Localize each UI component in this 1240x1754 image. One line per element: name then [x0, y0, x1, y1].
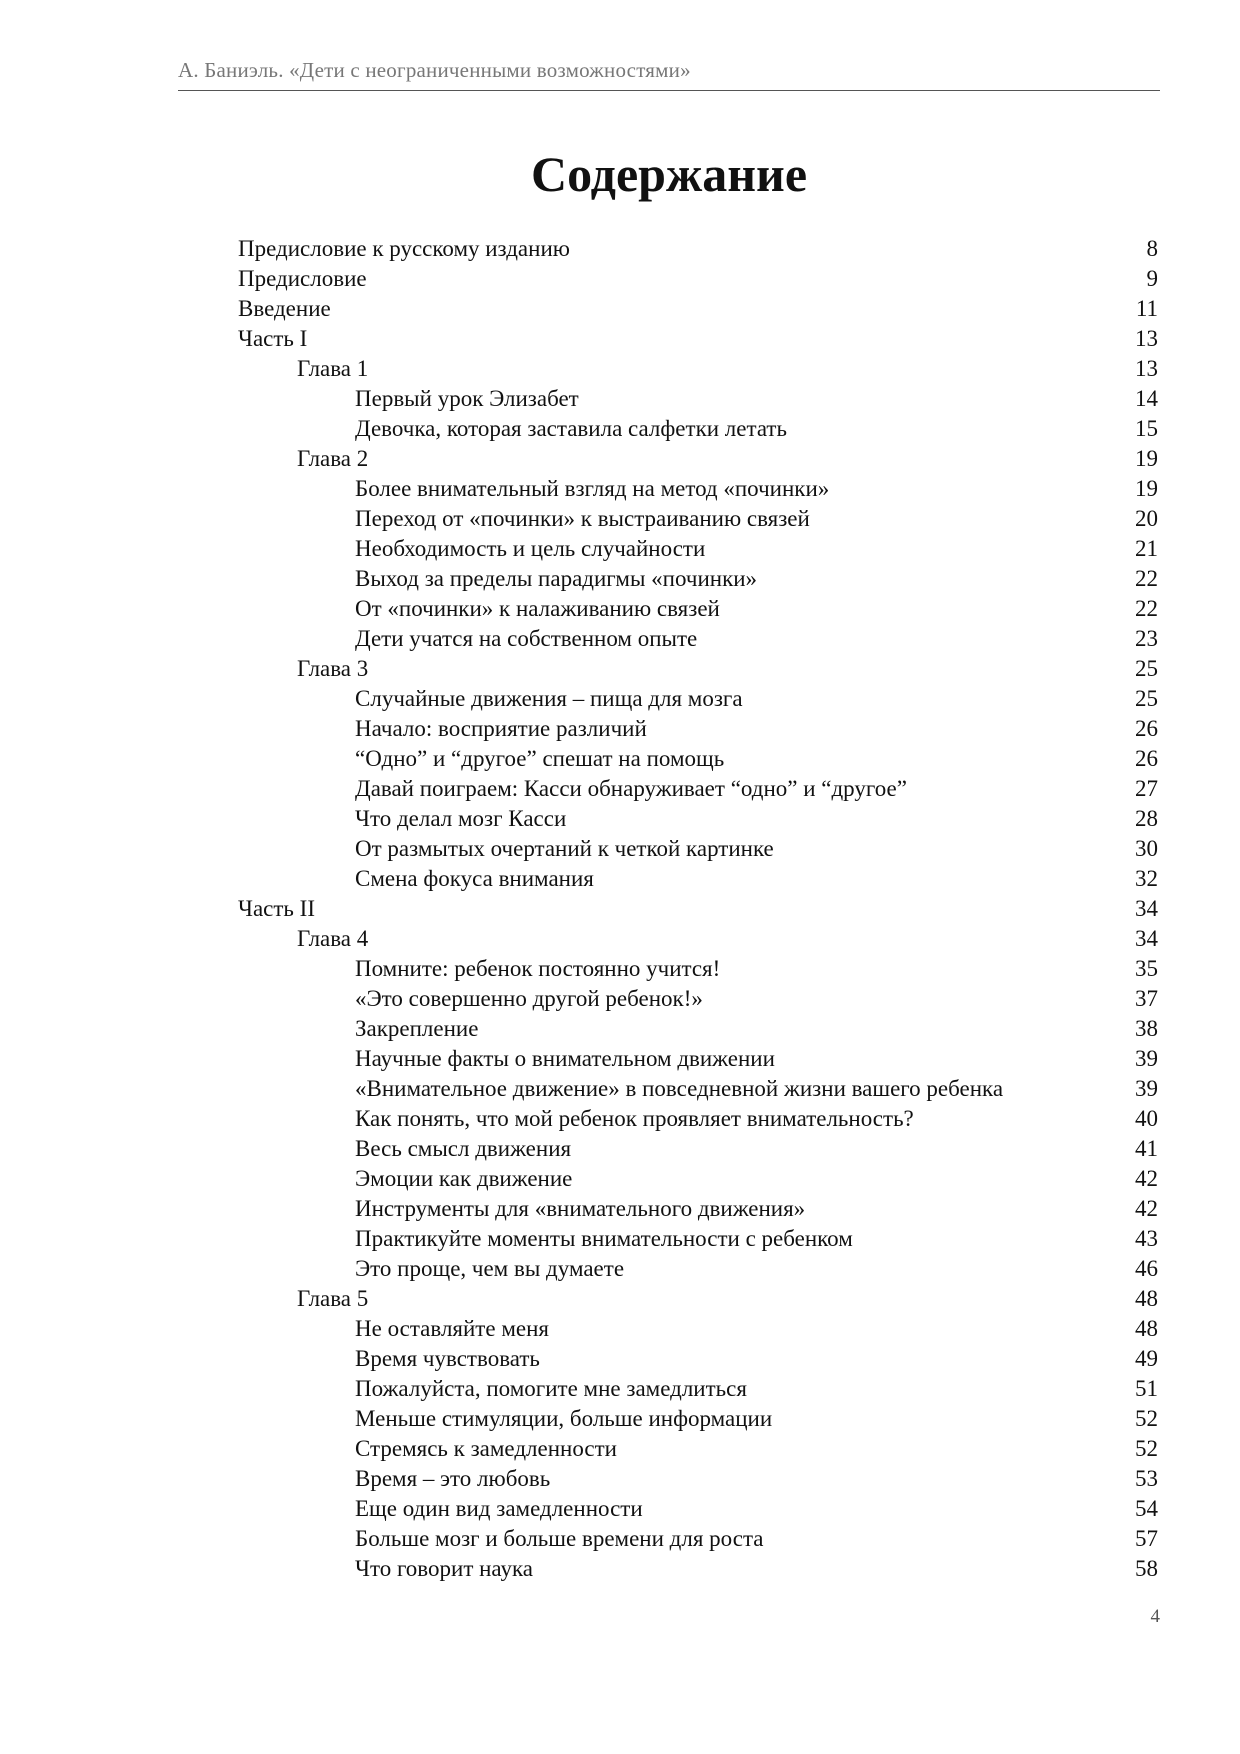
toc-entry-page: 13	[1135, 326, 1158, 351]
toc-entry-page: 39	[1135, 1046, 1158, 1071]
toc-entry-label: Инструменты для «внимательного движения»	[355, 1196, 806, 1221]
toc-entry-page: 51	[1135, 1376, 1158, 1401]
toc-entry-label: Не оставляйте меня	[355, 1316, 549, 1341]
toc-entry-page: 32	[1135, 866, 1158, 891]
toc-section-entry	[238, 1344, 1158, 1374]
toc-entry-label: Глава 3	[297, 656, 369, 681]
toc-entry-page: 11	[1135, 296, 1158, 321]
toc-section-entry	[238, 534, 1158, 564]
toc-entry-page: 46	[1135, 1256, 1158, 1281]
toc-entry-page: 53	[1135, 1466, 1158, 1491]
toc-entry-page: 19	[1135, 446, 1158, 471]
toc-entry-label: Пожалуйста, помогите мне замедлиться	[355, 1376, 747, 1401]
toc-entry-label: Введение	[238, 296, 331, 321]
toc-entry-label: Больше мозг и больше времени для роста	[355, 1526, 764, 1551]
toc-part-entry	[238, 324, 1158, 354]
toc-entry-label: Что говорит наука	[355, 1556, 534, 1581]
toc-chapter-entry	[238, 444, 1158, 474]
toc-entry-page: 9	[1146, 266, 1158, 291]
toc-section-entry	[238, 864, 1158, 894]
toc-section-entry	[238, 1314, 1158, 1344]
toc-entry-label: Первый урок Элизабет	[355, 386, 579, 411]
toc-entry-page: 14	[1135, 386, 1158, 411]
toc-entry-page: 15	[1135, 416, 1158, 441]
toc-entry-page: 52	[1135, 1406, 1158, 1431]
toc-entry-label: Стремясь к замедленности	[355, 1436, 617, 1461]
toc-entry-label: Весь смысл движения	[355, 1136, 572, 1161]
toc-section-entry	[238, 774, 1158, 804]
toc-entry-label: Глава 5	[297, 1286, 369, 1311]
toc-chapter-entry	[238, 654, 1158, 684]
toc-entry-label: Предисловие к русскому изданию	[238, 236, 570, 261]
toc-section-entry	[238, 504, 1158, 534]
toc-entry-page: 34	[1135, 926, 1158, 951]
toc-entry-page: 40	[1135, 1106, 1158, 1131]
toc-chapter-entry	[238, 354, 1158, 384]
toc-section-entry	[238, 1434, 1158, 1464]
toc-entry-label: «Внимательное движение» в повседневной жизни вашего ребенка	[355, 1076, 1004, 1101]
toc-section-entry	[238, 1554, 1158, 1584]
toc-entry-page: 8	[1146, 236, 1158, 261]
toc-entry-page: 26	[1135, 716, 1158, 741]
toc-entry-page: 54	[1135, 1496, 1158, 1521]
toc-entry-page: 35	[1135, 956, 1158, 981]
toc-entry-label: Как понять, что мой ребенок проявляет внимательность?	[355, 1106, 914, 1131]
toc-entry-label: Более внимательный взгляд на метод «починки»	[355, 476, 830, 501]
toc-entry-label: Переход от «починки» к выстраиванию связей	[355, 506, 810, 531]
toc-entry-page: 42	[1135, 1196, 1158, 1221]
toc-section-entry	[238, 624, 1158, 654]
toc-entry-page: 21	[1135, 536, 1158, 561]
toc-section-entry	[238, 384, 1158, 414]
toc-entry-label: Часть II	[238, 896, 315, 921]
toc-entry-label: Практикуйте моменты внимательности с ребенком	[355, 1226, 853, 1251]
toc-entry-label: “Одно” и “другое” спешат на помощь	[355, 746, 725, 771]
toc-section-entry	[238, 804, 1158, 834]
toc-entry-label: Помните: ребенок постоянно учится!	[355, 956, 721, 981]
toc-entry-page: 25	[1135, 686, 1158, 711]
toc-section-entry	[238, 1044, 1158, 1074]
table-of-contents	[238, 234, 1158, 1584]
toc-entry-label: Давай поиграем: Касси обнаруживает “одно” и “другое”	[355, 776, 907, 801]
toc-entry-label: Глава 4	[297, 926, 369, 951]
toc-entry-label: Это проще, чем вы думаете	[355, 1256, 625, 1281]
toc-entry-page: 38	[1135, 1016, 1158, 1041]
toc-entry-label: Выход за пределы парадигмы «починки»	[355, 566, 758, 591]
toc-part-entry	[238, 894, 1158, 924]
page-title: Содержание	[530, 146, 808, 202]
toc-entry-label: Смена фокуса внимания	[355, 866, 594, 891]
toc-entry-label: От размытых очертаний к четкой картинке	[355, 836, 774, 861]
toc-entry-page: 13	[1135, 356, 1158, 381]
toc-entry-page: 49	[1135, 1346, 1158, 1371]
running-header	[178, 56, 1160, 91]
toc-section-entry	[238, 1134, 1158, 1164]
toc-section-entry	[238, 474, 1158, 504]
toc-entry-label: Глава 2	[297, 446, 369, 471]
toc-entry-label: Что делал мозг Касси	[355, 806, 567, 831]
toc-section-entry	[238, 564, 1158, 594]
toc-entry-page: 34	[1135, 896, 1158, 921]
toc-entry-label: Время – это любовь	[355, 1466, 551, 1491]
toc-entry-page: 43	[1135, 1226, 1158, 1251]
toc-entry-label: Девочка, которая заставила салфетки летать	[355, 416, 787, 441]
toc-entry-page: 27	[1135, 776, 1158, 801]
toc-entry-label: Случайные движения – пища для мозга	[355, 686, 743, 711]
toc-entry-page: 52	[1135, 1436, 1158, 1461]
toc-section-entry	[238, 1014, 1158, 1044]
toc-entry-page: 42	[1135, 1166, 1158, 1191]
toc-entry-page: 22	[1135, 566, 1158, 591]
toc-entry-page: 39	[1135, 1076, 1158, 1101]
toc-section-entry	[238, 1104, 1158, 1134]
toc-chapter-entry	[238, 1284, 1158, 1314]
toc-entry-page: 37	[1135, 986, 1158, 1011]
toc-entry-label: Глава 1	[297, 356, 369, 381]
toc-chapter-entry	[238, 924, 1158, 954]
toc-entry-label: Часть I	[238, 326, 308, 351]
toc-section-entry	[238, 1464, 1158, 1494]
toc-entry-label: От «починки» к налаживанию связей	[355, 596, 720, 621]
toc-section-entry	[238, 1404, 1158, 1434]
toc-entry-page: 22	[1135, 596, 1158, 621]
toc-entry-page: 26	[1135, 746, 1158, 771]
toc-entry-label: Научные факты о внимательном движении	[355, 1046, 775, 1071]
toc-entry-label: Начало: восприятие различий	[355, 716, 647, 741]
toc-entry-page: 48	[1135, 1316, 1158, 1341]
toc-section-entry	[238, 1164, 1158, 1194]
toc-entry-page: 48	[1135, 1286, 1158, 1311]
toc-entry-page: 41	[1135, 1136, 1158, 1161]
toc-entry-page: 28	[1135, 806, 1158, 831]
toc-part-entry	[238, 234, 1158, 264]
running-header-text: А. Баниэль. «Дети с неограниченными возможностями»	[178, 58, 691, 82]
toc-section-entry	[238, 1524, 1158, 1554]
toc-entry-label: Еще один вид замедленности	[355, 1496, 643, 1521]
toc-entry-label: «Это совершенно другой ребенок!»	[355, 986, 703, 1011]
toc-section-entry	[238, 834, 1158, 864]
toc-section-entry	[238, 954, 1158, 984]
toc-section-entry	[238, 1374, 1158, 1404]
toc-entry-label: Необходимость и цель случайности	[355, 536, 706, 561]
toc-entry-label: Предисловие	[238, 266, 367, 291]
toc-section-entry	[238, 414, 1158, 444]
toc-entry-page: 58	[1135, 1556, 1158, 1581]
toc-section-entry	[238, 684, 1158, 714]
toc-entry-label: Время чувствовать	[355, 1346, 540, 1371]
toc-section-entry	[238, 1254, 1158, 1284]
toc-section-entry	[238, 1224, 1158, 1254]
toc-part-entry	[238, 294, 1158, 324]
toc-entry-page: 23	[1135, 626, 1158, 651]
toc-entry-label: Меньше стимуляции, больше информации	[355, 1406, 773, 1431]
toc-part-entry	[238, 264, 1158, 294]
toc-entry-page: 20	[1135, 506, 1158, 531]
toc-entry-page: 19	[1135, 476, 1158, 501]
toc-section-entry	[238, 1194, 1158, 1224]
toc-section-entry	[238, 714, 1158, 744]
toc-entry-label: Закрепление	[355, 1016, 479, 1041]
toc-section-entry	[238, 1494, 1158, 1524]
page-number: 4	[1150, 1606, 1160, 1627]
toc-entry-page: 30	[1135, 836, 1158, 861]
toc-entry-page: 57	[1135, 1526, 1158, 1551]
toc-section-entry	[238, 744, 1158, 774]
toc-section-entry	[238, 1074, 1158, 1104]
toc-section-entry	[238, 594, 1158, 624]
toc-entry-page: 25	[1135, 656, 1158, 681]
toc-entry-label: Эмоции как движение	[355, 1166, 573, 1191]
toc-section-entry	[238, 984, 1158, 1014]
toc-entry-label: Дети учатся на собственном опыте	[355, 626, 698, 651]
